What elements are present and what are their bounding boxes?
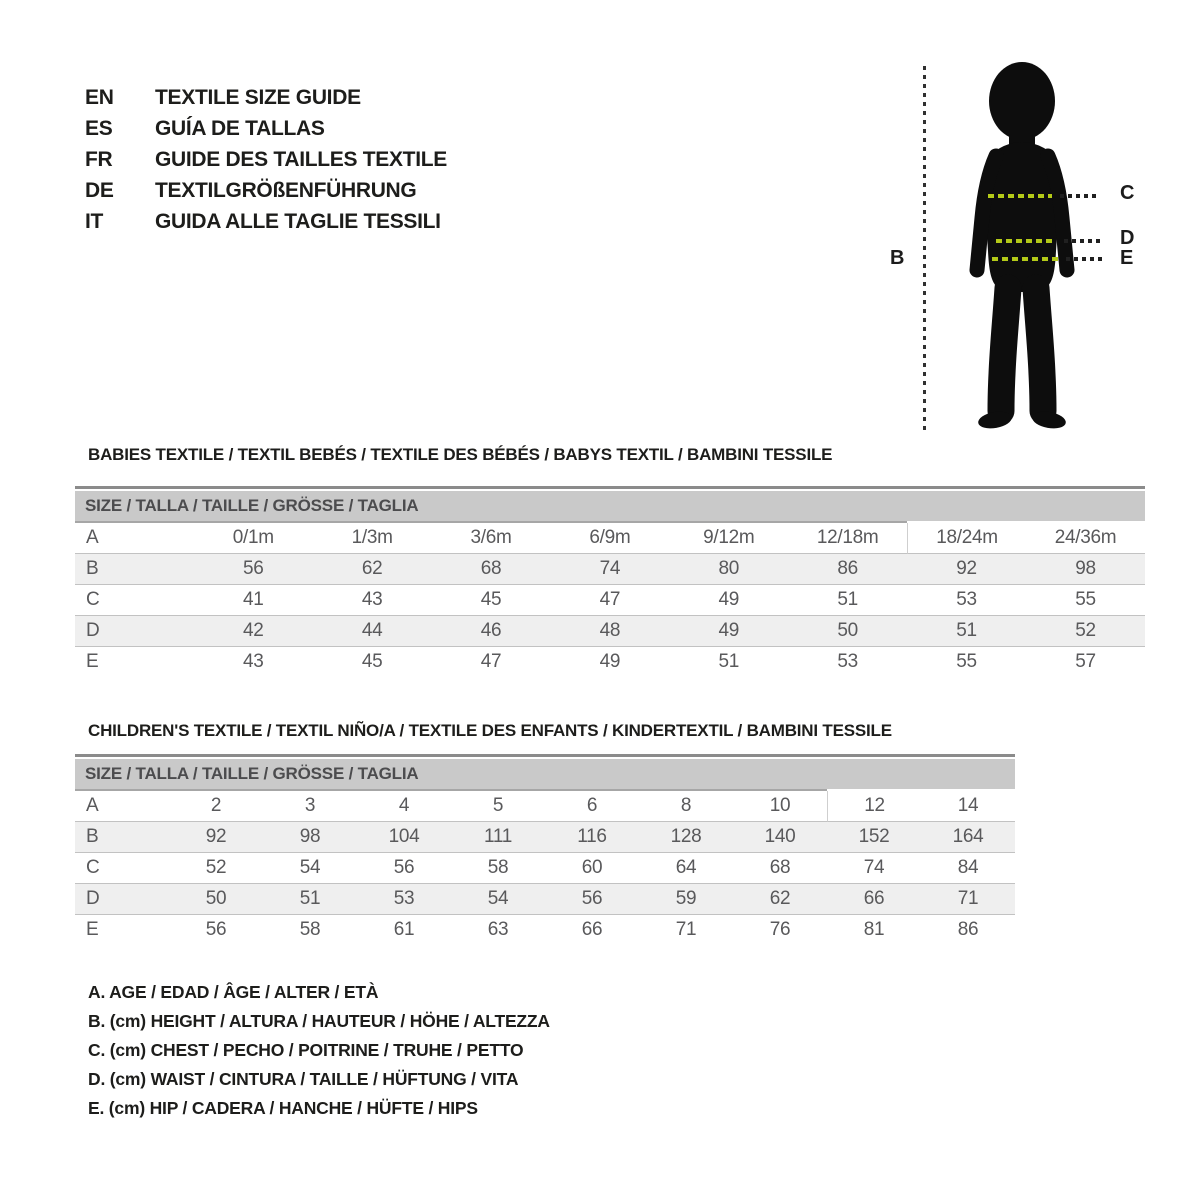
table-cell: 104 xyxy=(357,822,451,853)
table-cell: 50 xyxy=(788,616,907,647)
table-cell: 56 xyxy=(194,554,313,585)
lang-title: TEXTILE SIZE GUIDE xyxy=(155,86,361,109)
table-cell: 47 xyxy=(480,651,502,672)
table-cell: 6/9m xyxy=(551,523,670,554)
table-row-e xyxy=(75,647,1145,677)
table-cell: 54 xyxy=(451,884,545,915)
waist-measure-dash xyxy=(996,239,1056,243)
table-cell: 57 xyxy=(1075,651,1096,672)
table-cell: 62 xyxy=(313,554,432,585)
legend-chest: C. (cm) CHEST / PECHO / POITRINE / TRUHE / PETTO xyxy=(88,1040,524,1060)
silhouette-left-leg xyxy=(1001,288,1008,411)
table-cell: 42 xyxy=(194,616,313,647)
lang-title: TEXTILGRÖßENFÜHRUNG xyxy=(155,179,417,202)
table-cell: 98 xyxy=(263,822,357,853)
table-cell: 12/18m xyxy=(788,523,907,554)
table-cell: 5 xyxy=(451,791,545,822)
row-label: B xyxy=(75,554,194,585)
table-cell: 44 xyxy=(313,616,432,647)
table-cell: 55 xyxy=(1026,585,1145,616)
table-cell: 76 xyxy=(769,919,791,940)
lang-row-de xyxy=(85,175,447,206)
height-measure-label: B xyxy=(890,247,905,269)
legend-waist: D. (cm) WAIST / CINTURA / TAILLE / HÜFTUNG / VITA xyxy=(88,1069,519,1089)
table-cell: 111 xyxy=(451,822,545,853)
lang-code: EN xyxy=(85,86,114,109)
height-measure-dotted-line xyxy=(923,66,926,431)
legend-hip: E. (cm) HIP / CADERA / HANCHE / HÜFTE / HIPS xyxy=(88,1098,478,1118)
table-cell: 58 xyxy=(299,919,321,940)
row-label: A xyxy=(75,523,194,554)
table-cell: 68 xyxy=(432,554,551,585)
table-cell: 92 xyxy=(907,554,1026,585)
measurement-legend xyxy=(88,978,550,1123)
children-section-title: CHILDREN'S TEXTILE / TEXTIL NIÑO/A / TEXTILE DES ENFANTS / KINDERTEXTIL / BAMBINI TESSILE xyxy=(88,721,892,740)
table-cell: 68 xyxy=(733,853,827,884)
row-label: E xyxy=(86,919,99,940)
table-cell: 48 xyxy=(551,616,670,647)
lang-code: DE xyxy=(85,179,114,202)
row-label: E xyxy=(86,651,99,672)
table-cell: 49 xyxy=(599,651,621,672)
table-row-b xyxy=(75,822,1015,853)
table-cell: 43 xyxy=(243,651,264,672)
lang-row-fr xyxy=(85,144,447,175)
row-label: D xyxy=(75,884,169,915)
table-row-d xyxy=(75,616,1145,647)
lang-title: GUIDE DES TAILLES TEXTILE xyxy=(155,148,447,171)
table-cell: 60 xyxy=(545,853,639,884)
table-cell: 6 xyxy=(545,791,639,822)
lang-title: GUIDA ALLE TAGLIE TESSILI xyxy=(155,210,441,233)
table-cell: 52 xyxy=(169,853,263,884)
table-cell: 58 xyxy=(451,853,545,884)
hip-measure-leader-dots xyxy=(1066,257,1102,261)
row-label: C xyxy=(75,585,194,616)
table-cell: 86 xyxy=(788,554,907,585)
table-cell: 47 xyxy=(551,585,670,616)
row-label: D xyxy=(75,616,194,647)
table-cell: 71 xyxy=(675,919,697,940)
table-cell: 61 xyxy=(393,919,415,940)
table-cell: 46 xyxy=(432,616,551,647)
table-cell: 53 xyxy=(357,884,451,915)
legend-age: A. AGE / EDAD / ÂGE / ALTER / ETÀ xyxy=(88,982,379,1002)
table-cell: 92 xyxy=(169,822,263,853)
table-cell: 55 xyxy=(956,651,977,672)
table-cell: 3/6m xyxy=(432,523,551,554)
table-row-c xyxy=(75,585,1145,616)
table-cell: 116 xyxy=(545,822,639,853)
language-title-block xyxy=(85,82,447,237)
chest-measure-leader-dots xyxy=(1060,194,1100,198)
children-size-table xyxy=(75,754,1015,945)
table-cell: 43 xyxy=(313,585,432,616)
lang-code: ES xyxy=(85,117,113,140)
table-cell: 52 xyxy=(1026,616,1145,647)
table-row-b xyxy=(75,554,1145,585)
table-cell: 56 xyxy=(545,884,639,915)
table-cell: 66 xyxy=(827,884,921,915)
table-cell: 86 xyxy=(957,919,979,940)
table-cell: 53 xyxy=(837,651,858,672)
table-cell: 84 xyxy=(921,853,1015,884)
table-cell: 56 xyxy=(357,853,451,884)
table-cell: 41 xyxy=(194,585,313,616)
legend-height: B. (cm) HEIGHT / ALTURA / HAUTEUR / HÖHE / ALTEZZA xyxy=(88,1011,550,1031)
table-cell: 66 xyxy=(581,919,603,940)
table-cell: 45 xyxy=(432,585,551,616)
table-cell: 152 xyxy=(827,822,921,853)
hip-measure-label: E xyxy=(1120,247,1134,269)
babies-section-title: BABIES TEXTILE / TEXTIL BEBÉS / TEXTILE DES BÉBÉS / BABYS TEXTIL / BAMBINI TESSILE xyxy=(88,445,833,464)
waist-measure-label: D xyxy=(1120,227,1135,249)
lang-title: GUÍA DE TALLAS xyxy=(155,117,325,140)
table-cell: 51 xyxy=(263,884,357,915)
table-cell: 56 xyxy=(205,919,227,940)
table-cell: 0/1m xyxy=(194,523,313,554)
table-cell: 24/36m xyxy=(1026,523,1145,554)
table-cell: 1/3m xyxy=(313,523,432,554)
table-cell: 12 xyxy=(827,791,921,822)
table-cell: 49 xyxy=(669,616,788,647)
row-label: B xyxy=(75,822,169,853)
chest-measure-dash xyxy=(988,194,1052,198)
table-cell: 74 xyxy=(827,853,921,884)
lang-row-es xyxy=(85,113,447,144)
table-cell: 2 xyxy=(169,791,263,822)
table-cell: 9/12m xyxy=(669,523,788,554)
table-row-a xyxy=(75,523,1145,554)
row-label: C xyxy=(75,853,169,884)
waist-measure-leader-dots xyxy=(1064,239,1100,243)
table-size-header: SIZE / TALLA / TAILLE / GRÖSSE / TAGLIA xyxy=(75,757,1015,791)
table-cell: 59 xyxy=(639,884,733,915)
table-cell: 53 xyxy=(907,585,1026,616)
table-cell: 71 xyxy=(921,884,1015,915)
child-silhouette-image xyxy=(950,56,1094,434)
hip-measure-dash xyxy=(992,257,1058,261)
table-cell: 45 xyxy=(361,651,383,672)
row-label: A xyxy=(75,791,169,822)
table-cell: 140 xyxy=(733,822,827,853)
table-cell: 64 xyxy=(639,853,733,884)
babies-size-table xyxy=(75,486,1145,677)
lang-code: IT xyxy=(85,210,104,233)
lang-row-en xyxy=(85,82,447,113)
table-cell: 4 xyxy=(357,791,451,822)
table-cell: 51 xyxy=(907,616,1026,647)
table-cell: 63 xyxy=(487,919,509,940)
table-cell: 49 xyxy=(669,585,788,616)
table-row-d xyxy=(75,884,1015,915)
lang-code: FR xyxy=(85,148,113,171)
table-cell: 54 xyxy=(263,853,357,884)
silhouette-right-leg xyxy=(1036,288,1043,411)
table-cell: 51 xyxy=(788,585,907,616)
table-cell: 8 xyxy=(639,791,733,822)
table-cell: 81 xyxy=(863,919,885,940)
table-cell: 3 xyxy=(263,791,357,822)
table-cell: 50 xyxy=(169,884,263,915)
table-row-c xyxy=(75,853,1015,884)
table-size-header: SIZE / TALLA / TAILLE / GRÖSSE / TAGLIA xyxy=(75,489,1145,523)
chest-measure-label: C xyxy=(1120,182,1135,204)
table-cell: 74 xyxy=(551,554,670,585)
table-cell: 128 xyxy=(639,822,733,853)
table-cell: 164 xyxy=(921,822,1015,853)
table-cell: 80 xyxy=(669,554,788,585)
table-row-e xyxy=(75,915,1015,945)
table-row-a xyxy=(75,791,1015,822)
table-cell: 18/24m xyxy=(907,523,1026,554)
table-cell: 14 xyxy=(921,791,1015,822)
table-cell: 10 xyxy=(733,791,827,822)
table-cell: 98 xyxy=(1026,554,1145,585)
lang-row-it xyxy=(85,206,447,237)
table-cell: 51 xyxy=(718,651,740,672)
table-cell: 62 xyxy=(733,884,827,915)
